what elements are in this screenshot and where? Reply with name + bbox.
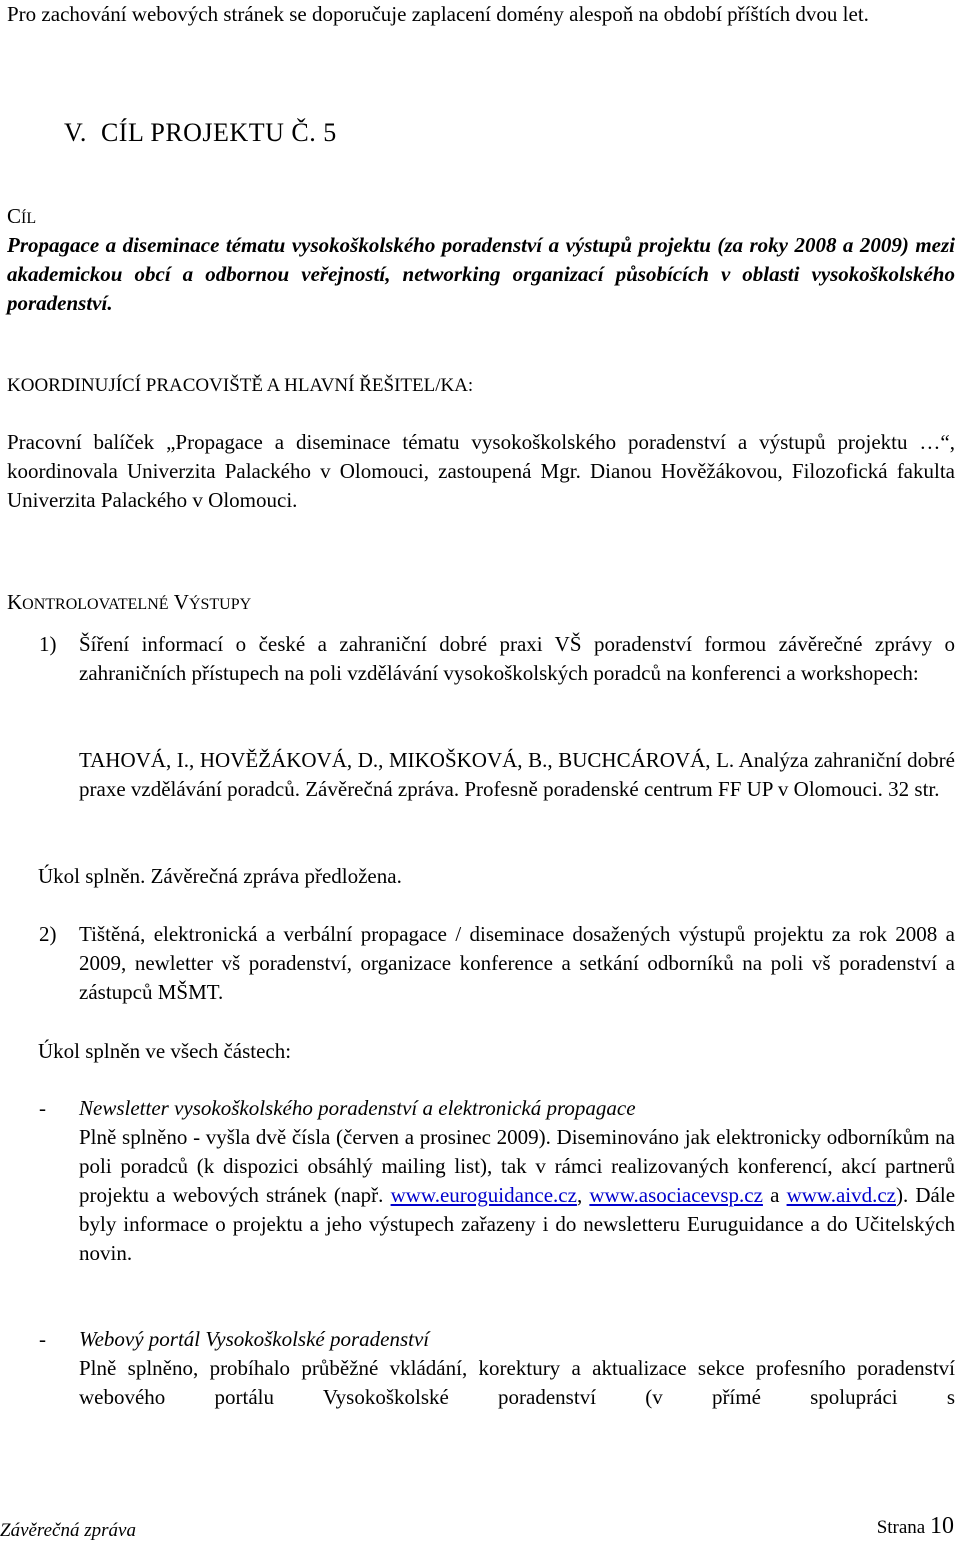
item-text: Šíření informací o české a zahraniční dobré praxi VŠ poradenství formou závěrečné zprávy o zahraničních přístupech na poli vzdělávání vysokoškolských poradců na konferenci a workshopech: [79,632,955,685]
item-text: Tištěná, elektronická a verbální propagace / diseminace dosažených výstupů projektu za rok 2008 a 2009, newletter vš poradenství, organizace konference a setkání odborníků na poli vš poradenství a zástupců MŠMT. [79,922,955,1004]
goal-label: CÍL [7,204,37,228]
bullet-title: Newsletter vysokoškolského poradenství a elektronická propagace [79,1096,636,1120]
citation: TAHOVÁ, I., HOVĚŽÁKOVÁ, D., MIKOŠKOVÁ, B., BUCHCÁROVÁ, L. Analýza zahraniční dobré praxe vzdělávání poradců. Závěrečná zpráva. Profesně poradenské centrum FF UP v Olomouci. 32 str. [79,748,955,801]
coordinator-label: KOORDINUJÍCÍ PRACOVIŠTĚ A HLAVNÍ ŘEŠITEL/KA: [7,375,474,396]
item-number: 1) [39,632,57,656]
section-heading [64,118,960,147]
link-asociacevsp[interactable]: www.asociacevsp.cz [589,1183,763,1207]
bullet-web-portal [39,1325,955,1412]
intro-paragraph: Pro zachování webových stránek se doporučuje zaplacení domény alespoň na období příštích dvou let. [7,2,869,26]
outputs-label: KONTROLOVATELNÉ VÝSTUPY [7,590,252,614]
item-number: 2) [39,922,57,946]
bullet-title: Webový portál Vysokoškolské poradenství [79,1327,430,1351]
coordinator-text: Pracovní balíček „Propagace a diseminace tématu vysokoškolského poradenství a výstupů projektu …“, koordinovala Univerzita Palackého v Olomouci, zastoupená Mgr. Dianou Hověžákovou, Filozofická fakulta Univerzita Palackého v Olomouci. [7,430,955,512]
status-item-1: Úkol splněn. Závěrečná zpráva předložena. [38,864,402,888]
bullet-text: Plně splněno, probíhalo průběžné vkládání, korektury a aktualizace sekce profesního poradenství webového portálu Vysokoškolské poradenství (v přímé spolupráci s [79,1356,955,1409]
status-item-2: Úkol splněn ve všech částech: [38,1039,292,1063]
footer-page-number: Strana 10 [876,1513,954,1539]
bullet-newsletter [39,1094,956,1268]
goal-text: Propagace a diseminace tématu vysokoškolského poradenství a výstupů projektu (za roky 2008 a 2009) mezi akademickou obcí a odbornou veřejností, networking organizací působících v oblasti vysokoškolského poradenství. [7,233,955,315]
output-item-2 [39,920,955,1007]
section-title: CÍL PROJEKTU Č. 5 [100,118,337,147]
footer-document-title: Závěrečná zpráva [0,1520,136,1541]
link-aivd[interactable]: www.aivd.cz [786,1183,896,1207]
link-euroguidance[interactable]: www.euroguidance.cz [390,1183,577,1207]
bullet-dash: - [39,1327,46,1351]
bullet-dash: - [39,1096,46,1120]
section-number: V. [64,118,87,147]
bullet-text: Plně splněno - vyšla dvě čísla (červen a prosinec 2009). Diseminováno jak elektronicky odborníkům na poli poradců (k dispozici obsáhlý mailing list), tak v rámci realizovaných konferencí, akcí partnerů projektu a webových stránek (např. www.euroguidance.cz, www.asociacevsp.cz a www.aivd.cz). Dále byly informace o projektu a jeho výstupech zařazeny i do newsletteru Euruguidance a do Učitelských novin. [79,1125,956,1265]
output-item-1 [39,630,955,688]
